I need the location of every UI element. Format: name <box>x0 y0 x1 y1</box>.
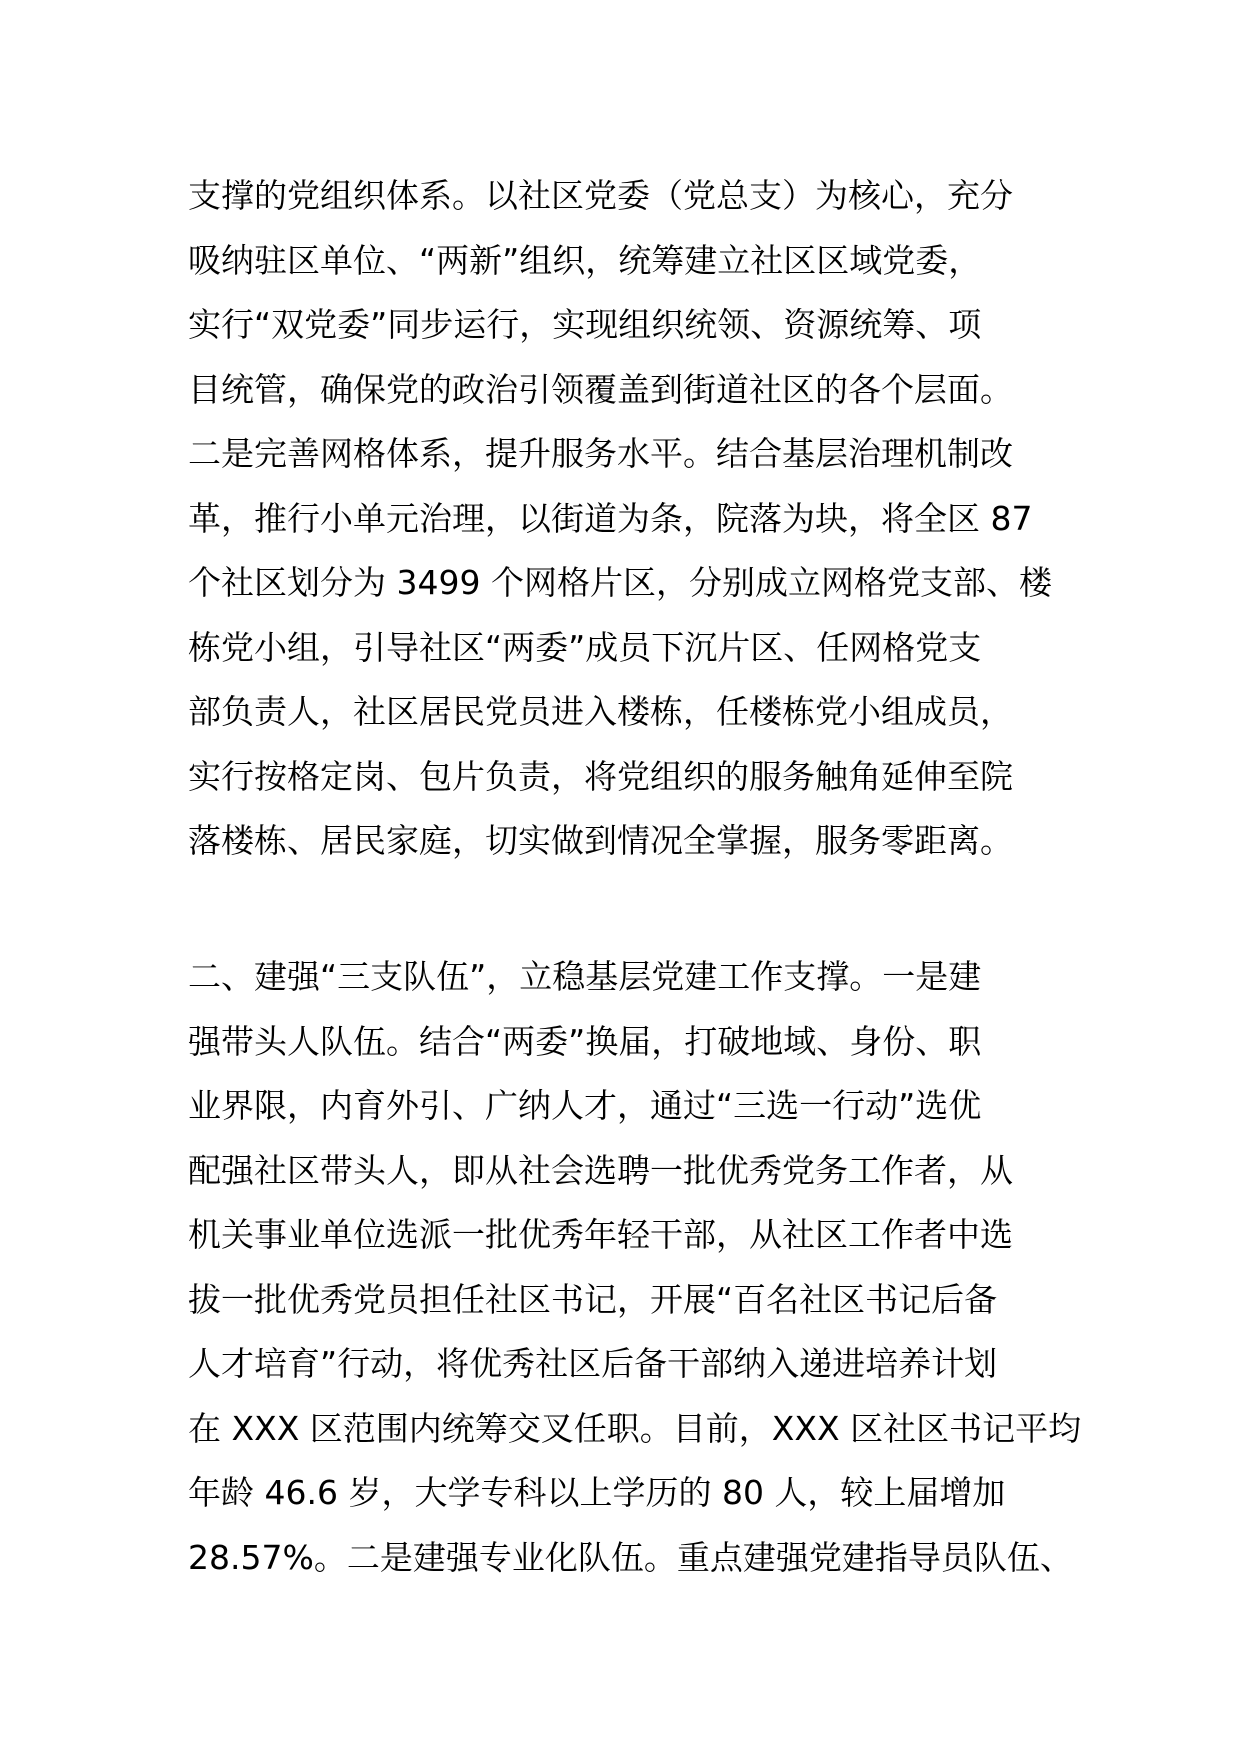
paragraph-2 <box>188 945 1088 1590</box>
text-line: 个社区划分为 3499 个网格片区，分别成立网格党支部、楼 <box>188 563 1052 602</box>
text-line: 机关事业单位选派一批优秀年轻干部，从社区工作者中选 <box>188 1215 1013 1254</box>
text-line: 栋党小组，引导社区“两委”成员下沉片区、任网格党支 <box>188 627 982 667</box>
text-line: 二、建强“三支队伍”，立稳基层党建工作支撑。一是建 <box>188 957 982 996</box>
text-line: 业界限，内育外引、广纳人才，通过“三选一行动”选优 <box>188 1086 982 1125</box>
text-line: 实行按格定岗、包片负责，将党组织的服务触角延伸至院 <box>188 756 1013 796</box>
text-line: 落楼栋、居民家庭，切实做到情况全掌握，服务零距离。 <box>188 821 1013 860</box>
text-line: 拔一批优秀党员担任社区书记，开展“百名社区书记后备 <box>188 1279 998 1319</box>
text-line: 革，推行小单元治理，以街道为条，院落为块，将全区 87 <box>188 498 1033 538</box>
text-line: 目统管，确保党的政治引领覆盖到街道社区的各个层面。 <box>188 369 1013 409</box>
text-line: 吸纳驻区单位、“两新”组织，统筹建立社区区域党委， <box>188 240 982 280</box>
text-line: 二是完善网格体系，提升服务水平。结合基层治理机制改 <box>188 434 1013 473</box>
text-line: 强带头人队伍。结合“两委”换届，打破地域、身份、职 <box>188 1021 982 1061</box>
text-line: 支撑的党组织体系。以社区党委（党总支）为核心，充分 <box>188 176 1013 215</box>
text-line: 部负责人，社区居民党员进入楼栋，任楼栋党小组成员， <box>188 692 1013 731</box>
text-line: 实行“双党委”同步运行，实现组织统领、资源统筹、项 <box>188 305 982 344</box>
text-line: 配强社区带头人，即从社会选聘一批优秀党务工作者，从 <box>188 1150 1013 1190</box>
text-line: 28.57%。二是建强专业化队伍。重点建强党建指导员队伍、 <box>188 1537 1073 1577</box>
text-line: 在 XXX 区范围内统筹交叉任职。目前，XXX 区社区书记平均 <box>188 1408 1082 1448</box>
text-line: 人才培育”行动，将优秀社区后备干部纳入递进培养计划 <box>188 1344 998 1383</box>
text-line: 年龄 46.6 岁，大学专科以上学历的 80 人，较上届增加 <box>188 1473 1006 1512</box>
paragraph-1 <box>188 164 1088 874</box>
